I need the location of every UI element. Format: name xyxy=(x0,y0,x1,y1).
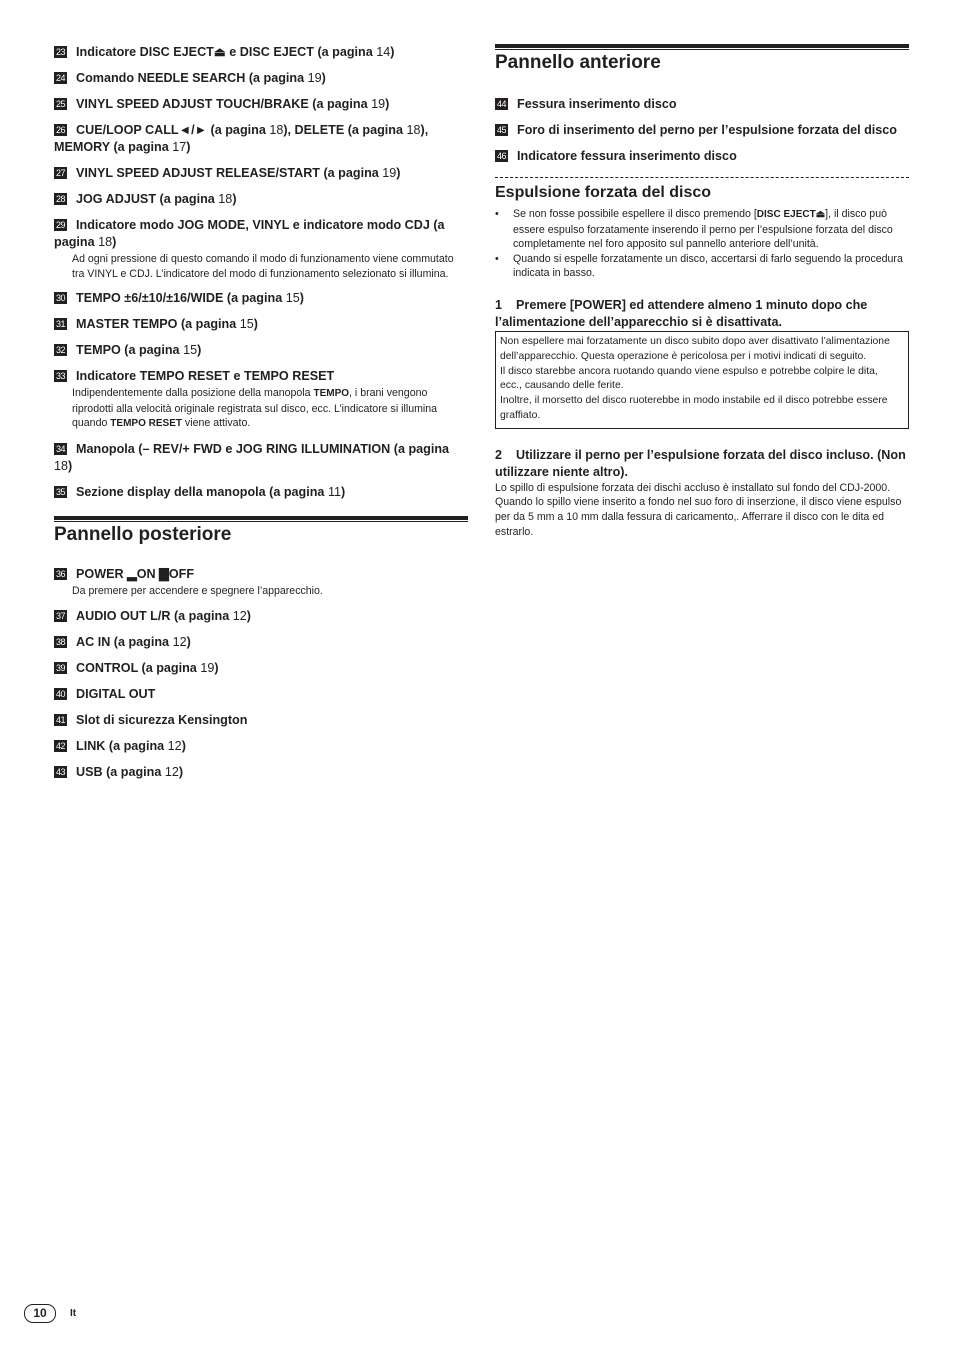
item-33-description: Indipendentemente dalla posizione della manopola TEMPO, i brani vengono riprodotti alla velocità originale registrata sul disco, ecc. L’indicatore si illumina quando TEMPO RESET viene attivato. xyxy=(72,387,438,430)
page-number: 10 xyxy=(24,1304,56,1323)
item-45: 45 Foro di inserimento del perno per l’espulsione forzata del disco xyxy=(496,123,897,137)
caution-text-1: Non espellere mai forzatamente un disco subito dopo aver disattivato l’alimentazione dell’apparecchio. Questa operazione è pericolosa per i motivi indicati di seguito. xyxy=(500,335,890,362)
item-37: 37 AUDIO OUT L/R (a pagina 12) xyxy=(55,608,251,623)
language-code: It xyxy=(70,1308,77,1319)
item-27: 27 VINYL SPEED ADJUST RELEASE/START (a pagina 19) xyxy=(55,166,401,180)
item-46: 46 Indicatore fessura inserimento disco xyxy=(496,149,737,163)
caution-box xyxy=(495,331,909,429)
item-30: 30 TEMPO ±6/±10/±16/WIDE (a pagina 15) xyxy=(55,291,304,306)
caution-text-2: Il disco starebbe ancora ruotando quando viene espulso e potrebbe colpire le dita, ecc., causando delle ferite. xyxy=(500,365,878,392)
item-29-description: Ad ogni pressione di questo comando il modo di funzionamento viene commutato tra VINYL e CDJ. L’indicatore del modo di funzionamento selezionato si illumina. xyxy=(72,253,454,280)
item-24: 24 Comando NEEDLE SEARCH (a pagina 19) xyxy=(55,71,326,85)
item-36: 36 POWER ▂ON ▇OFF Da premere per accendere e spegnere l’apparecchio. xyxy=(54,566,468,599)
item-29: 29 Indicatore modo JOG MODE, VINYL e indicatore modo CDJ (a pagina 18) Ad ogni pressione di questo comando il modo di funzionamento viene commutato tra VINYL e CDJ. L’indicatore del modo di funzionamento selezionato si illumina. xyxy=(54,217,468,281)
item-36-description: Da premere per accendere e spegnere l’apparecchio. xyxy=(72,584,323,597)
item-38: 38 AC IN (a pagina 12) xyxy=(55,634,191,649)
item-44: 44 Fessura inserimento disco xyxy=(496,97,677,111)
item-40: 40 DIGITAL OUT xyxy=(55,686,156,701)
item-25: 25 VINYL SPEED ADJUST TOUCH/BRAKE (a pagina 19) xyxy=(55,97,390,111)
rear-panel-heading: Pannello posteriore xyxy=(54,516,468,547)
item-43: 43 USB (a pagina 12) xyxy=(55,764,184,779)
left-column xyxy=(54,44,468,790)
forced-eject-heading: Espulsione forzata del disco xyxy=(495,184,712,201)
step-1: 1 Premere [POWER] ed attendere almeno 1 minuto dopo che l’alimentazione dell’apparecchio si è disattivata. xyxy=(495,297,868,329)
item-35: 35 Sezione display della manopola (a pagina 11) xyxy=(55,484,346,499)
item-32: 32 TEMPO (a pagina 15) xyxy=(55,343,202,358)
item-39: 39 CONTROL (a pagina 19) xyxy=(55,660,219,675)
item-31: 31 MASTER TEMPO (a pagina 15) xyxy=(55,317,258,332)
item-33: 33 Indicatore TEMPO RESET e TEMPO RESET Indipendentemente dalla posizione della manopola TEMPO, i brani vengono riprodotti alla velocità originale registrata sul disco, ecc. L’indicatore si illumina quando TEMPO RESET viene attivato. xyxy=(54,368,468,432)
step-2-description: Lo spillo di espulsione forzata dei dischi accluso è installato sul fondo del CDJ-2000. Quando lo spillo viene inserito a fondo nel suo foro di inserzione, il disco viene espulso per da 5 mm a 10 mm dalla fessura di caricamento,. Afferrare il disco con le dita ed estrarlo. xyxy=(495,481,902,538)
item-28: 28 JOG ADJUST (a pagina 18) xyxy=(55,192,237,206)
caution-text-3: Inoltre, il morsetto del disco ruoterebbe in modo instabile ed il disco potrebbe essere graffiato. xyxy=(500,395,888,421)
bullet-item-2: • Quando si espelle forzatamente un disco, accertarsi di farlo seguendo la procedura indicata in basso. xyxy=(495,252,909,281)
item-42: 42 LINK (a pagina 12) xyxy=(55,738,186,753)
front-panel-heading: Pannello anteriore xyxy=(495,44,909,75)
bullet-item-1: • Se non fosse possibile espellere il disco premendo [DISC EJECT⏏], il disco può essere espulso forzatamente inserendo il perno per l’espulsione forzata del disco completamente nel foro apposito sul pannello anteriore dell’unità. xyxy=(495,207,909,252)
item-34: 34 Manopola (– REV/+ FWD e JOG RING ILLUMINATION (a pagina 18) xyxy=(54,441,450,473)
bullet-list xyxy=(495,207,909,281)
right-column xyxy=(495,44,909,539)
item-23: 23 Indicatore DISC EJECT⏏ e DISC EJECT (a pagina 14) xyxy=(55,45,395,59)
item-26: 26 CUE/LOOP CALL◄/► (a pagina 18), DELETE (a pagina 18), MEMORY (a pagina 17) xyxy=(54,123,429,154)
dashed-divider xyxy=(495,177,909,178)
step-2: 2 Utilizzare il perno per l’espulsione forzata del disco incluso. (Non utilizzare niente altro). xyxy=(495,447,906,479)
page-footer xyxy=(24,1304,76,1323)
item-41: 41 Slot di sicurezza Kensington xyxy=(55,712,248,727)
